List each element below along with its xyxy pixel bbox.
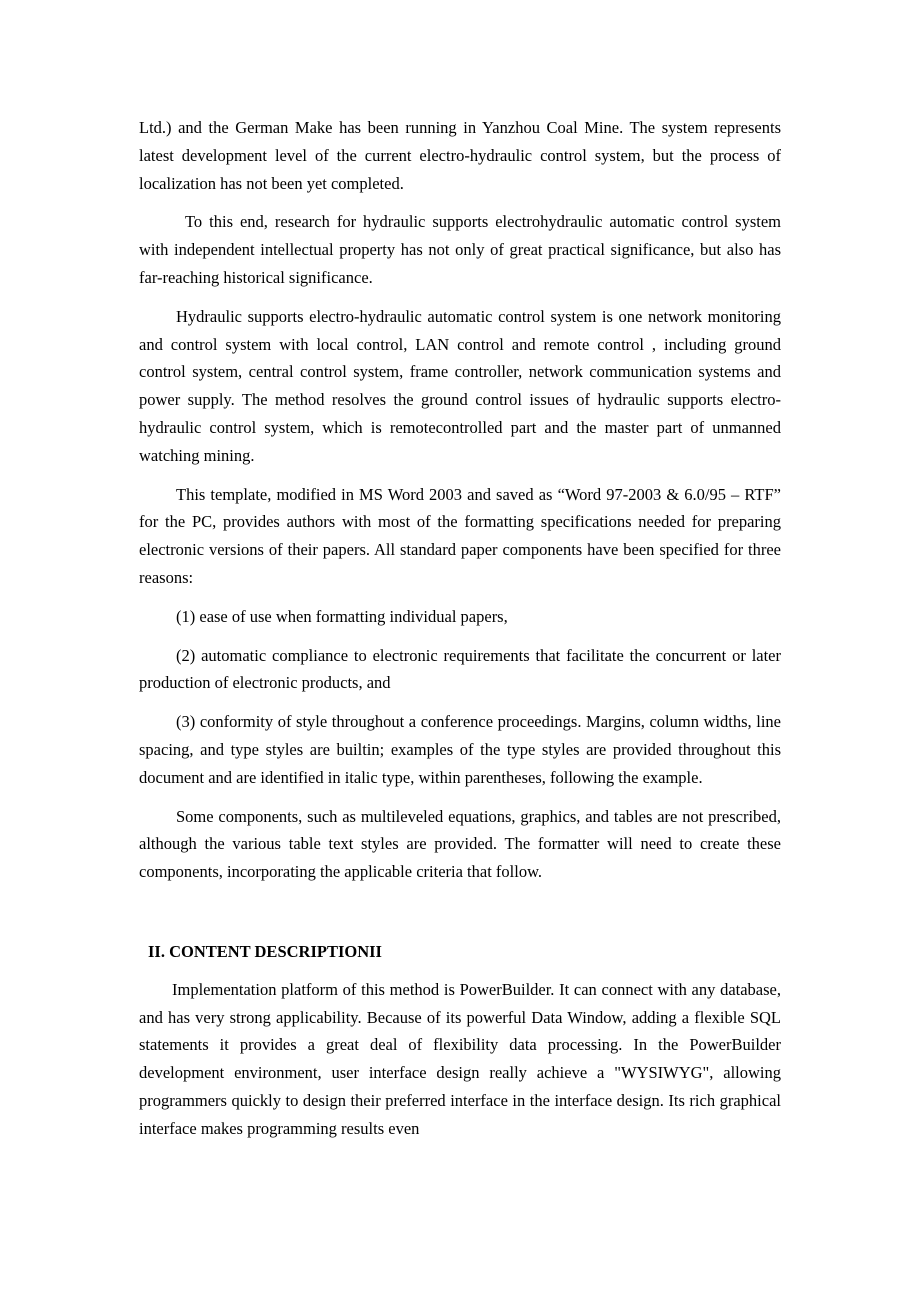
section-heading: II. CONTENT DESCRIPTIONII <box>148 941 382 961</box>
paragraph-system-description: Hydraulic supports electro-hydraulic automatic control system is one network monitoring and control system with local control, LAN control and remote control , including ground control system, central control system, frame controller, network communication systems and power supply. The method resolves the ground control issues of hydraulic supports electro-hydraulic control system, which is remotecontrolled part and the master part of unmanned watching mining. <box>139 306 781 465</box>
paragraph-research: To this end, research for hydraulic supports electrohydraulic automatic control system with independent intellectual property has not only of great practical significance, but also has far-reaching historical significance. <box>139 212 781 287</box>
paragraph-implementation: Implementation platform of this method is PowerBuilder. It can connect with any database, and has very strong applicability. Because of its powerful Data Window, adding a flexible SQL statements it provides a great deal of flexibility data processing. In the PowerBuilder development environment, user interface design really achieve a "WYSIWYG", allowing programmers quickly to design their preferred interface in the interface design. Its rich graphical interface makes programming results even <box>139 979 781 1138</box>
paragraph-yanzhou: Ltd.) and the German Make has been running in Yanzhou Coal Mine. The system represents latest development level of the current electro-hydraulic control system, but the process of localization has not been yet completed. <box>139 118 781 193</box>
list-item-reason-2: (2) automatic compliance to electronic requirements that facilitate the concurrent or later production of electronic products, and <box>139 645 781 693</box>
list-item-reason-1: (1) ease of use when formatting individual papers, <box>176 606 508 626</box>
document-page <box>139 114 781 1154</box>
paragraph-components: Some components, such as multileveled equations, graphics, and tables are not prescribed, although the various table text styles are provided. The formatter will need to create these components, incorporating the applicable criteria that follow. <box>139 806 781 882</box>
list-item-reason-3: (3) conformity of style throughout a conference proceedings. Margins, column widths, line spacing, and type styles are builtin; examples of the type styles are provided throughout this document and are identified in italic type, within parentheses, following the example. <box>139 712 781 787</box>
paragraph-template: This template, modified in MS Word 2003 and saved as “Word 97-2003 & 6.0/95 – RTF” for the PC, provides authors with most of the formatting specifications needed for preparing electronic versions of their papers. All standard paper components have been specified for three reasons: <box>139 484 781 587</box>
